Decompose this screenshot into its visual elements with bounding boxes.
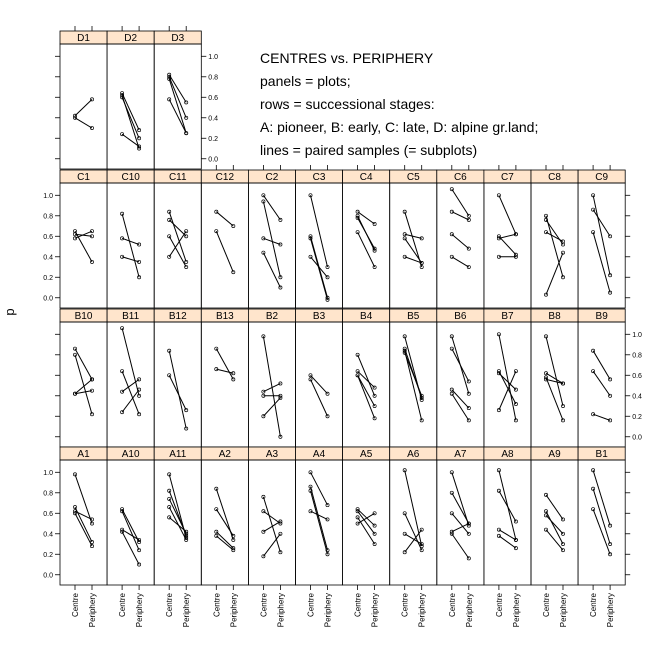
panel-d3 [154, 31, 201, 169]
x-tick-label: Centre [259, 593, 269, 618]
centre-point [168, 506, 171, 509]
pair-line [405, 351, 422, 421]
y-tick-label: 0.2 [43, 274, 53, 282]
panel-a4 [296, 447, 343, 585]
panel-b12 [154, 309, 201, 447]
pair-line [452, 189, 469, 216]
panel-a11 [154, 447, 201, 585]
pair-line [75, 474, 92, 523]
panel-strip-label: C1 [77, 172, 90, 183]
pair-line [263, 511, 280, 523]
panel-d2 [107, 31, 154, 169]
pair-line [452, 534, 469, 559]
panel-a3 [248, 447, 295, 585]
panel-strip-label: B10 [74, 311, 93, 322]
x-tick-label: Periphery [606, 593, 616, 628]
panel-frame [390, 460, 437, 585]
pair-line [311, 257, 328, 277]
pair-line [216, 212, 233, 226]
panel-c11 [154, 170, 201, 308]
y-tick-label: 0.0 [43, 295, 53, 303]
centre-point [356, 522, 359, 525]
panel-strip-label: C11 [168, 172, 187, 183]
pair-line [499, 234, 516, 238]
centre-point [215, 530, 218, 533]
panel-b13 [201, 309, 248, 447]
x-tick-label: Periphery [370, 593, 380, 628]
panel-frame [578, 183, 625, 308]
pair-line [169, 77, 186, 118]
periphery-point [561, 542, 564, 545]
y-tick-label: 1.0 [43, 469, 53, 477]
panel-strip-label: B5 [407, 311, 420, 322]
centre-point [168, 255, 171, 258]
panel-a5 [343, 447, 390, 585]
pair-line [452, 394, 469, 421]
panel-a9 [531, 447, 578, 585]
x-tick-label: Centre [165, 593, 175, 618]
x-tick-label: Centre [71, 593, 80, 618]
pair-line [593, 210, 610, 237]
panel-strip-label: B13 [215, 311, 234, 322]
y-tick-label: 1.0 [208, 53, 219, 61]
y-tick-label: 0.4 [43, 254, 53, 262]
pair-line [216, 532, 233, 548]
panel-frame [60, 44, 107, 169]
panel-strip-label: B4 [360, 311, 373, 322]
panel-b1 [578, 447, 625, 585]
pair-line [405, 470, 422, 546]
centre-point [215, 534, 218, 537]
pair-line [169, 212, 186, 262]
pair-line [263, 336, 280, 436]
panel-strip-label: B2 [265, 311, 279, 322]
panel-strip-label: A9 [548, 449, 561, 460]
x-tick-label: Periphery [323, 593, 333, 628]
panel-frame [154, 183, 201, 308]
y-axis-label: p [2, 308, 17, 316]
panel-c9 [578, 170, 625, 308]
pair-line [405, 513, 422, 550]
periphery-point [373, 542, 376, 545]
pair-line [311, 195, 328, 267]
pair-line [311, 238, 328, 299]
annotation-line: lines = paired samples (= subplots) [260, 142, 478, 158]
panel-b6 [437, 309, 484, 447]
pair-line [216, 231, 233, 272]
periphery-point [514, 520, 517, 523]
pair-line [122, 238, 139, 244]
x-tick-label: Periphery [464, 593, 474, 628]
pair-line [263, 497, 280, 552]
panel-strip-label: C4 [359, 172, 373, 183]
annotation-block [260, 50, 538, 158]
pair-line [122, 257, 139, 262]
panel-strip-label: D3 [171, 33, 185, 44]
panel-strip-label: A3 [265, 449, 279, 460]
panel-b3 [296, 309, 343, 447]
panel-strip-label: B8 [548, 311, 561, 322]
y-tick-label: 0.8 [43, 213, 53, 221]
x-tick-label: Centre [589, 593, 599, 618]
pair-line [546, 220, 563, 245]
pair-line [405, 238, 422, 263]
panel-strip-label: C3 [312, 172, 326, 183]
pair-line [499, 491, 516, 522]
panel-c5 [390, 170, 437, 308]
x-tick-label: Periphery [229, 593, 239, 628]
panel-frame [154, 322, 201, 447]
pair-line [405, 353, 422, 396]
x-tick-label: Periphery [511, 593, 521, 628]
pair-line [452, 234, 469, 248]
pair-line [263, 253, 280, 288]
pair-line [499, 536, 516, 548]
panel-a10 [107, 447, 154, 585]
y-tick-label: 0.0 [43, 572, 53, 580]
panel-strip-label: A10 [121, 449, 140, 460]
panel-strip-label: A5 [360, 449, 373, 460]
centre-point [450, 233, 453, 236]
panel-c8 [531, 170, 578, 308]
centre-point [403, 237, 406, 240]
pair-line [546, 336, 563, 406]
pair-line [169, 517, 186, 531]
y-tick-label: 0.6 [208, 94, 219, 102]
pair-line [452, 257, 469, 267]
centre-point [168, 235, 171, 238]
panel-strip-label: A6 [407, 449, 420, 460]
panel-frame [60, 460, 107, 585]
panel-c7 [484, 170, 531, 308]
pair-line [169, 499, 186, 534]
pair-line [358, 375, 375, 418]
annotation-line: CENTRES vs. PERIPHERY [260, 50, 434, 66]
panel-strip-label: C12 [215, 172, 235, 183]
x-tick-label: Periphery [88, 593, 97, 628]
pair-line [216, 536, 233, 550]
panel-c10 [107, 170, 154, 308]
centre-point [450, 188, 453, 191]
pair-line [546, 232, 563, 241]
panel-frame [578, 460, 625, 585]
panel-strip-label: C10 [121, 172, 140, 183]
panel-c1 [60, 170, 107, 308]
pair-line [169, 236, 186, 267]
centre-point [168, 218, 171, 221]
panel-strip-label: A7 [454, 449, 467, 460]
panel-strip-label: C7 [501, 172, 514, 183]
panel-a2 [201, 447, 248, 585]
pair-line [216, 349, 233, 380]
x-tick-label: Centre [118, 593, 128, 618]
panel-c3 [296, 170, 343, 308]
y-tick-label: 0.8 [43, 490, 53, 498]
panel-frame [201, 322, 248, 447]
x-tick-label: Centre [542, 593, 551, 618]
panel-b5 [390, 309, 437, 447]
y-tick-label: 0.4 [208, 115, 219, 123]
panel-frame [484, 322, 531, 447]
centre-point [262, 555, 265, 558]
panel-b9 [578, 309, 625, 447]
panel-c2 [248, 170, 295, 308]
periphery-point [373, 524, 376, 527]
pair-line [546, 377, 563, 420]
panel-strip-label: C9 [595, 172, 609, 183]
pair-line [75, 99, 92, 115]
pair-line [499, 195, 516, 234]
pair-line [216, 369, 233, 373]
y-tick-label: 0.6 [43, 510, 53, 518]
x-tick-label: Centre [306, 593, 316, 618]
centre-point [215, 347, 218, 350]
panel-strip-label: A4 [312, 449, 326, 460]
periphery-point [185, 538, 188, 541]
pair-line [452, 472, 469, 525]
panel-strip-label: A1 [77, 449, 90, 460]
centre-point [215, 508, 218, 511]
x-tick-label: Centre [447, 593, 457, 618]
panel-strip-label: C8 [548, 172, 561, 183]
panel-strip-label: A8 [501, 449, 514, 460]
panel-c6 [437, 170, 484, 308]
pair-line [169, 79, 186, 133]
annotation-line: panels = plots; [260, 73, 351, 89]
x-tick-label: Periphery [135, 593, 145, 628]
panel-strip-label: C6 [453, 172, 467, 183]
panel-strip-label: A2 [218, 449, 231, 460]
panel-frame [201, 183, 248, 308]
panel-frame [531, 460, 578, 585]
panel-b7 [484, 309, 531, 447]
panel-frame [296, 183, 343, 308]
pair-line [405, 530, 422, 553]
centre-point [356, 210, 359, 213]
pair-line [452, 349, 469, 382]
panel-strip-label: B7 [501, 311, 514, 322]
panel-strip-label: B11 [122, 311, 140, 322]
y-tick-label: 0.6 [43, 233, 53, 241]
panel-strip-label: B6 [454, 311, 467, 322]
pair-line [169, 375, 186, 410]
y-tick-label: 0.0 [208, 156, 219, 164]
panel-strip-label: B9 [595, 311, 608, 322]
pair-line [169, 220, 186, 236]
panel-frame [484, 460, 531, 585]
y-tick-label: 0.2 [632, 413, 642, 421]
y-tick-label: 1.0 [43, 192, 53, 200]
pair-line [169, 351, 186, 429]
pair-line [122, 214, 139, 278]
panel-frame [107, 322, 154, 447]
panel-b11 [107, 309, 154, 447]
panel-strip-label: B3 [312, 311, 326, 322]
x-tick-label: Centre [212, 593, 222, 618]
panel-frame [578, 322, 625, 447]
panel-a1 [60, 447, 107, 585]
panel-strip-label: D2 [124, 33, 138, 44]
panel-c12 [201, 170, 248, 308]
pair-line [593, 414, 610, 420]
panel-strip-label: B1 [595, 449, 608, 460]
y-tick-label: 0.6 [632, 372, 642, 380]
panel-b4 [343, 309, 390, 447]
x-tick-label: Centre [494, 593, 504, 618]
panel-frame [248, 183, 295, 308]
panel-strip-label: B12 [168, 311, 187, 322]
x-tick-label: Centre [353, 593, 363, 618]
panel-strip-label: C5 [406, 172, 420, 183]
panel-strip-label: D1 [77, 33, 90, 44]
x-tick-label: Periphery [182, 593, 192, 628]
centre-point [215, 210, 218, 213]
y-tick-label: 0.4 [43, 531, 53, 539]
panel-b10 [60, 309, 107, 447]
pair-line [452, 390, 469, 408]
panel-a6 [390, 447, 437, 585]
pair-line [122, 93, 139, 130]
y-tick-label: 0.2 [208, 135, 219, 143]
annotation-line: rows = successional stages: [260, 96, 435, 112]
pair-line [75, 118, 92, 128]
pair-line [546, 515, 563, 533]
pair-line [546, 216, 563, 277]
panel-frame [107, 460, 154, 585]
panel-a7 [437, 447, 484, 585]
panel-strip-label: C2 [265, 172, 279, 183]
y-tick-label: 0.8 [632, 352, 642, 360]
panel-c4 [343, 170, 390, 308]
panel-frame [248, 460, 295, 585]
pair-line [263, 195, 280, 220]
x-tick-label: Periphery [559, 593, 568, 628]
y-tick-label: 0.8 [208, 74, 219, 82]
panel-d1 [60, 31, 107, 169]
panel-frame [343, 322, 390, 447]
pair-line [358, 232, 375, 267]
periphery-point [561, 518, 564, 521]
annotation-line: A: pioneer, B: early, C: late, D: alpine gr.land; [260, 119, 539, 135]
pair-line [122, 97, 139, 138]
x-tick-label: Periphery [276, 593, 286, 628]
panel-grid [60, 31, 625, 585]
panel-b2 [248, 309, 295, 447]
panel-frame [107, 44, 154, 169]
periphery-point [467, 557, 470, 560]
y-tick-label: 0.4 [632, 393, 642, 401]
y-tick-label: 1.0 [632, 331, 642, 339]
pair-line [452, 212, 469, 220]
x-tick-label: Centre [400, 593, 410, 618]
pair-line [263, 398, 280, 416]
centre-point [168, 98, 171, 101]
y-tick-label: 0.0 [632, 434, 642, 442]
x-tick-label: Periphery [417, 593, 427, 628]
panel-a8 [484, 447, 531, 585]
panel-frame [343, 183, 390, 308]
panel-frame [154, 460, 201, 585]
panel-frame [390, 183, 437, 308]
panel-frame [531, 322, 578, 447]
pair-line [499, 236, 516, 254]
panel-frame [437, 322, 484, 447]
panel-frame [60, 183, 107, 308]
centre-point [168, 516, 171, 519]
panel-b8 [531, 309, 578, 447]
panel-frame [437, 460, 484, 585]
pair-line [546, 253, 563, 295]
y-tick-label: 0.2 [43, 551, 53, 559]
panel-strip-label: A11 [169, 449, 187, 460]
